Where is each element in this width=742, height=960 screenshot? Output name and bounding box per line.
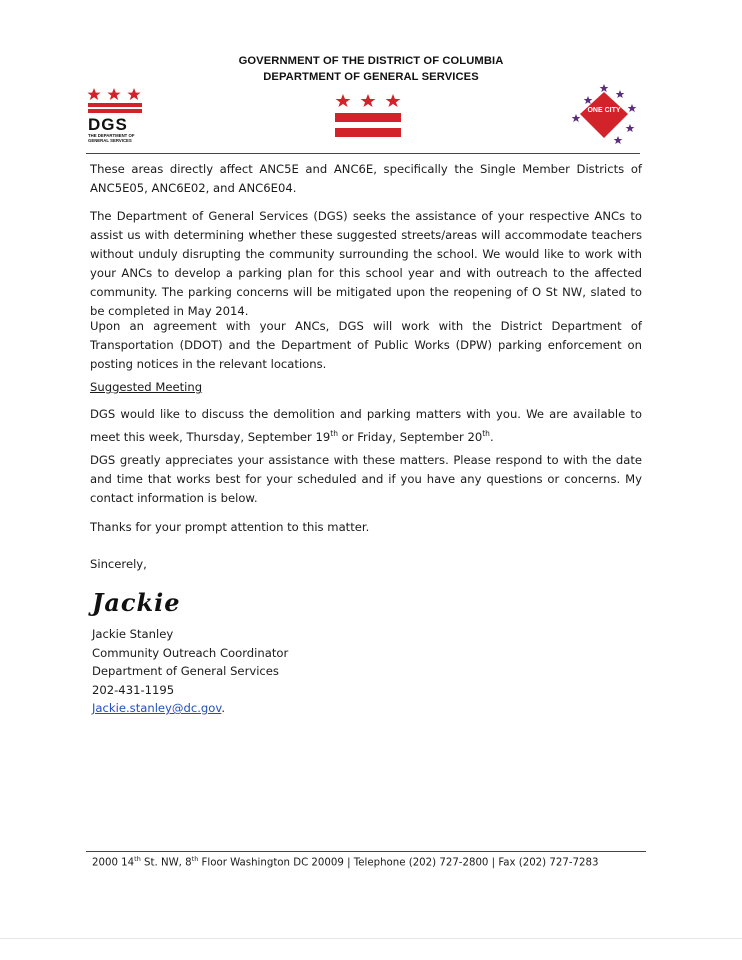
- paragraph-meeting-dates: DGS would like to discuss the demolition and parking matters with you. We are available to meet this week, Thursday, September 19th or Friday, September 20th.: [90, 407, 642, 444]
- dgs-logo-stars: [87, 88, 140, 100]
- closing-sincerely: Sincerely,: [90, 557, 147, 571]
- footer-divider: [86, 851, 646, 852]
- paragraph-thanks: Thanks for your prompt attention to this matter.: [90, 520, 370, 534]
- svg-text:THE DEPARTMENT OF: THE DEPARTMENT OF: [88, 133, 135, 138]
- dgs-logo-text: DGS: [88, 115, 128, 134]
- paragraph-anc-districts: These areas directly affect ANC5E and ANC6E, specifically the Single Member Districts of ANC5E05, ANC6E02, and ANC6E04.: [90, 162, 642, 195]
- header-department-title: DEPARTMENT OF GENERAL SERVICES: [263, 71, 479, 83]
- signature-block: [92, 625, 288, 718]
- signer-email-line: Jackie.stanley@dc.gov.: [92, 701, 226, 715]
- paragraph-appreciation: DGS greatly appreciates your assistance with these matters. Please respond to with the date and time that works best for your scheduled and if you have any questions or concerns. My contact information is below.: [90, 453, 642, 505]
- header-government-title: GOVERNMENT OF THE DISTRICT OF COLUMBIA: [238, 55, 504, 67]
- signer-email-link[interactable]: Jackie.stanley@dc.gov: [92, 701, 222, 715]
- paragraph-agreement: Upon an agreement with your ANCs, DGS will work with the District Department of Transportation (DDOT) and the Department of Public Works (DPW) parking enforcement on posting notices in the relevant locations.: [90, 319, 642, 371]
- page-bottom-edge: [0, 938, 742, 939]
- section-heading-suggested-meeting: Suggested Meeting: [90, 380, 203, 394]
- signer-phone: 202-431-1195: [92, 682, 175, 697]
- paragraph-dgs-assistance: The Department of General Services (DGS) seeks the assistance of your respective ANCs to assist us with determining whether these suggested streets/areas will accommodate teachers without unduly disrupting the community surrounding the school. We would like to work with your ANCs to develop a parking plan for this school year and with outreach to the affected community. The parking concerns will be mitigated upon the reopening of O St NW, slated to be completed in May 2014.: [90, 209, 642, 318]
- one-city-logo: [570, 84, 640, 146]
- signer-title: Community Outreach Coordinator: [92, 645, 289, 660]
- signer-name: Jackie Stanley: [92, 627, 174, 641]
- footer-address: 2000 14th St. NW, 8th Floor Washington DC 20009 | Telephone (202) 727-2800 | Fax (202) 727-7283: [92, 855, 599, 869]
- one-city-logo-text: ONE CITY: [587, 107, 621, 114]
- signer-department: Department of General Services: [92, 664, 279, 678]
- dc-flag-logo: [333, 93, 403, 143]
- header-divider: [86, 153, 640, 154]
- svg-text:GENERAL SERVICES: GENERAL SERVICES: [88, 138, 132, 143]
- dgs-logo: [86, 86, 150, 146]
- handwritten-signature: Jackie: [92, 588, 181, 617]
